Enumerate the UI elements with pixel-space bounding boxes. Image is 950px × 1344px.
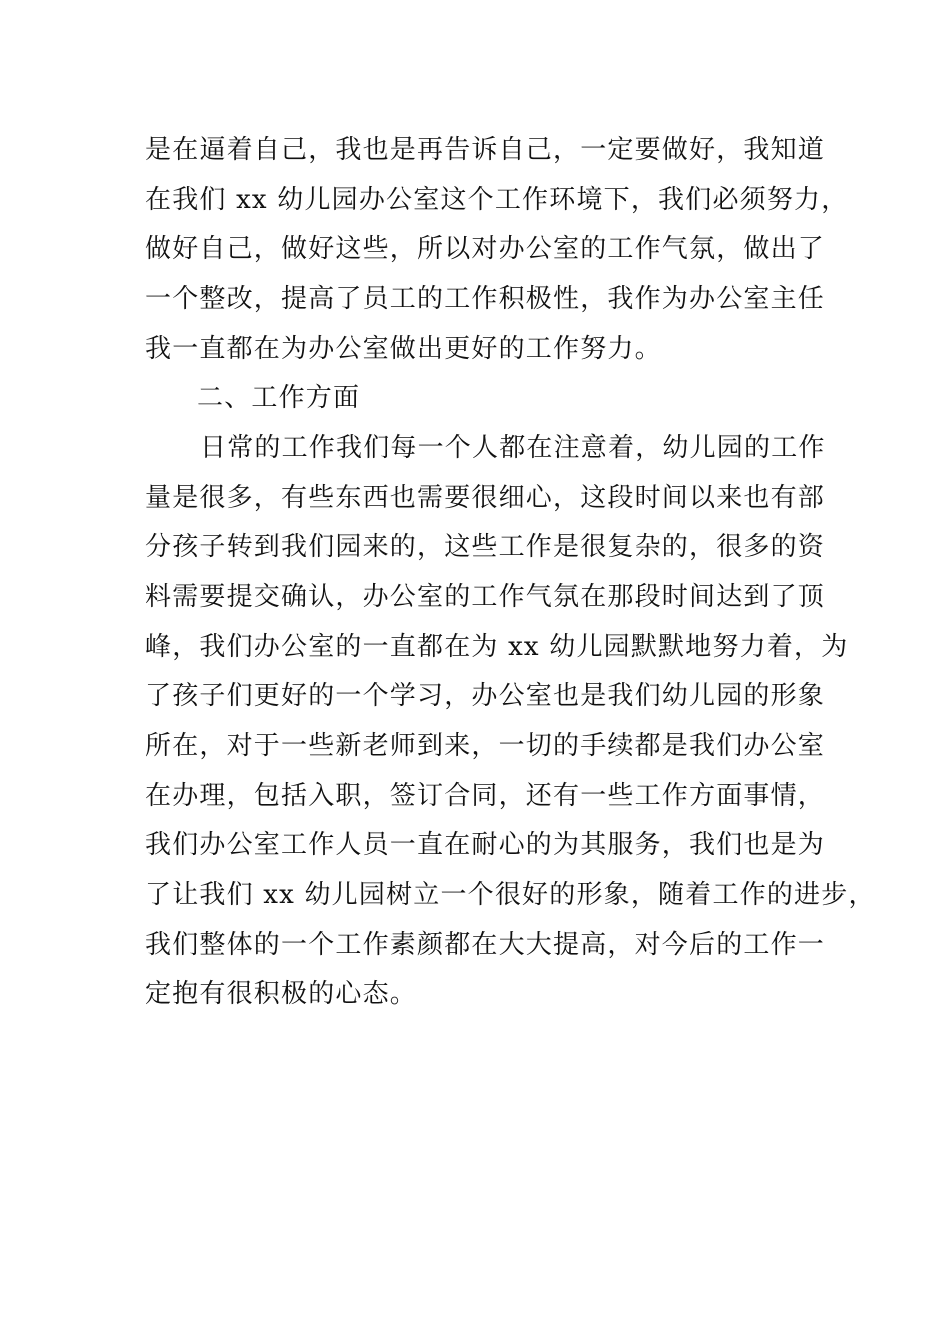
section-heading: 二、工作方面 <box>197 383 361 413</box>
section-line-5: 峰，我们办公室的一直都在为 xx 幼儿园默默地努力着，为 <box>145 632 849 662</box>
paragraph-line-5: 我一直都在为办公室做出更好的工作努力。 <box>145 334 662 364</box>
paragraph-line-1: 是在逼着自己，我也是再告诉自己，一定要做好，我知道 <box>145 135 826 165</box>
paragraph-line-2: 在我们 xx 幼儿园办公室这个工作环境下，我们必须努力， <box>145 185 849 215</box>
section-line-1: 日常的工作我们每一个人都在注意着，幼儿园的工作 <box>200 433 826 463</box>
section-line-9: 我们办公室工作人员一直在耐心的为其服务，我们也是为 <box>145 830 826 860</box>
section-line-12: 定抱有很积极的心态。 <box>145 979 418 1009</box>
section-line-11: 我们整体的一个工作素颜都在大大提高，对今后的工作一 <box>145 930 826 960</box>
section-line-3: 分孩子转到我们园来的，这些工作是很复杂的，很多的资 <box>145 532 826 562</box>
paragraph-line-3: 做好自己，做好这些，所以对办公室的工作气氛，做出了 <box>145 234 826 264</box>
section-line-6: 了孩子们更好的一个学习，办公室也是我们幼儿园的形象 <box>145 681 826 711</box>
section-line-8: 在办理，包括入职，签订合同，还有一些工作方面事情， <box>145 781 826 811</box>
paragraph-line-4: 一个整改，提高了员工的工作积极性，我作为办公室主任 <box>145 284 826 314</box>
section-line-4: 料需要提交确认，办公室的工作气氛在那段时间达到了顶 <box>145 582 826 612</box>
section-line-2: 量是很多，有些东西也需要很细心，这段时间以来也有部 <box>145 483 826 513</box>
section-line-10: 了让我们 xx 幼儿园树立一个很好的形象，随着工作的进步， <box>145 880 876 910</box>
section-line-7: 所在，对于一些新老师到来，一切的手续都是我们办公室 <box>145 731 826 761</box>
